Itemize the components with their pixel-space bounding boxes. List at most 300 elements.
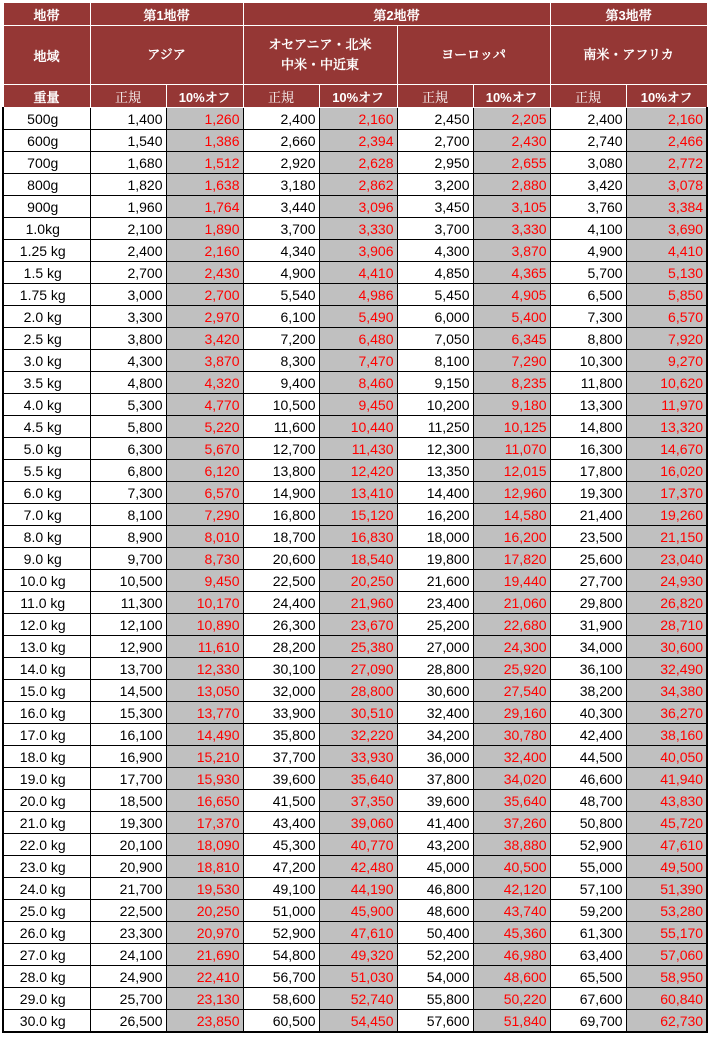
regular-price-cell: 3,440 [243, 196, 319, 218]
regular-price-cell: 57,100 [550, 878, 626, 900]
regular-price-cell: 17,800 [550, 460, 626, 482]
regular-price-cell: 51,000 [243, 900, 319, 922]
regular-price-cell: 21,600 [397, 570, 473, 592]
table-row [3, 570, 707, 592]
discount-price-cell: 41,940 [626, 768, 707, 790]
regular-price-cell: 11,300 [90, 592, 166, 614]
regular-price-cell: 36,000 [397, 746, 473, 768]
regular-price-cell: 4,100 [550, 218, 626, 240]
discount-price-cell: 24,300 [473, 636, 550, 658]
discount-price-cell: 38,160 [626, 724, 707, 746]
regular-price-cell: 26,300 [243, 614, 319, 636]
regular-price-cell: 45,300 [243, 834, 319, 856]
discount-price-cell: 21,150 [626, 526, 707, 548]
regular-price-cell: 5,700 [550, 262, 626, 284]
weight-cell: 500g [3, 108, 90, 130]
discount-price-cell: 23,850 [166, 1010, 243, 1033]
regular-price-cell: 11,250 [397, 416, 473, 438]
regular-price-cell: 35,800 [243, 724, 319, 746]
table-row [3, 350, 707, 372]
table-row [3, 944, 707, 966]
regular-price-cell: 42,400 [550, 724, 626, 746]
weight-cell: 14.0 kg [3, 658, 90, 680]
discount-price-cell: 6,570 [626, 306, 707, 328]
weight-cell: 4.5 kg [3, 416, 90, 438]
regular-price-cell: 17,700 [90, 768, 166, 790]
regular-price-cell: 27,700 [550, 570, 626, 592]
table-row [3, 724, 707, 746]
discount-price-cell: 46,980 [473, 944, 550, 966]
discount-price-cell: 9,450 [319, 394, 397, 416]
regular-price-cell: 5,540 [243, 284, 319, 306]
discount-price-cell: 8,730 [166, 548, 243, 570]
regular-price-cell: 55,000 [550, 856, 626, 878]
regular-price-cell: 6,100 [243, 306, 319, 328]
regular-price-cell: 11,600 [243, 416, 319, 438]
discount-price-cell: 51,840 [473, 1010, 550, 1033]
regular-price-cell: 69,700 [550, 1010, 626, 1033]
discount-price-cell: 16,830 [319, 526, 397, 548]
discount-price-cell: 7,470 [319, 350, 397, 372]
regular-price-cell: 24,900 [90, 966, 166, 988]
discount-price-cell: 2,772 [626, 152, 707, 174]
discount-price-cell: 43,830 [626, 790, 707, 812]
discount-price-cell: 2,862 [319, 174, 397, 196]
discount-price-cell: 24,930 [626, 570, 707, 592]
regular-price-cell: 40,300 [550, 702, 626, 724]
discount-price-cell: 2,160 [626, 108, 707, 130]
discount-price-cell: 17,370 [166, 812, 243, 834]
regular-price-cell: 50,800 [550, 812, 626, 834]
regular-price-cell: 1,960 [90, 196, 166, 218]
regular-price-cell: 21,700 [90, 878, 166, 900]
discount-price-cell: 27,090 [319, 658, 397, 680]
rate-table-body [3, 108, 707, 1033]
regular-price-cell: 19,800 [397, 548, 473, 570]
discount-price-cell: 4,410 [319, 262, 397, 284]
regular-price-cell: 2,400 [550, 108, 626, 130]
regular-price-cell: 6,000 [397, 306, 473, 328]
regular-price-cell: 38,200 [550, 680, 626, 702]
region-oceania-line2: 中米・中近東 [281, 57, 360, 72]
regular-price-cell: 61,300 [550, 922, 626, 944]
shipping-rate-table [2, 2, 708, 1033]
discount-price-cell: 2,655 [473, 152, 550, 174]
weight-cell: 600g [3, 130, 90, 152]
regular-price-cell: 5,300 [90, 394, 166, 416]
regular-price-cell: 4,300 [397, 240, 473, 262]
regular-price-cell: 19,300 [90, 812, 166, 834]
regular-price-cell: 28,800 [397, 658, 473, 680]
discount-price-cell: 11,970 [626, 394, 707, 416]
regular-price-cell: 29,800 [550, 592, 626, 614]
discount-price-cell: 45,360 [473, 922, 550, 944]
discount-price-cell: 9,180 [473, 394, 550, 416]
regular-price-cell: 8,900 [90, 526, 166, 548]
region-asia [90, 26, 243, 85]
table-row [3, 812, 707, 834]
table-row [3, 130, 707, 152]
discount-price-cell: 12,420 [319, 460, 397, 482]
regular-price-cell: 5,450 [397, 284, 473, 306]
discount-price-cell: 1,386 [166, 130, 243, 152]
discount-price-cell: 60,840 [626, 988, 707, 1010]
discount-price-cell: 12,960 [473, 482, 550, 504]
discount-price-cell: 52,740 [319, 988, 397, 1010]
table-row [3, 1010, 707, 1033]
regular-price-cell: 24,400 [243, 592, 319, 614]
regular-price-cell: 2,100 [90, 218, 166, 240]
table-row [3, 966, 707, 988]
discount-price-cell: 9,270 [626, 350, 707, 372]
table-row [3, 548, 707, 570]
regular-price-cell: 1,400 [90, 108, 166, 130]
regular-price-cell: 24,100 [90, 944, 166, 966]
regular-price-cell: 22,500 [243, 570, 319, 592]
discount-price-cell: 38,880 [473, 834, 550, 856]
discount-price-cell: 2,205 [473, 108, 550, 130]
discount-price-cell: 5,130 [626, 262, 707, 284]
regular-price-cell: 31,900 [550, 614, 626, 636]
discount-price-cell: 7,290 [166, 504, 243, 526]
regular-price-cell: 8,800 [550, 328, 626, 350]
regular-price-cell: 37,700 [243, 746, 319, 768]
discount-price-cell: 9,450 [166, 570, 243, 592]
table-row [3, 856, 707, 878]
discount-price-cell: 2,700 [166, 284, 243, 306]
regular-price-cell: 14,400 [397, 482, 473, 504]
discount-price-cell: 18,090 [166, 834, 243, 856]
regular-price-cell: 46,600 [550, 768, 626, 790]
discount-price-cell: 45,900 [319, 900, 397, 922]
regular-price-cell: 2,400 [243, 108, 319, 130]
regular-price-cell: 14,500 [90, 680, 166, 702]
weight-cell: 1.75 kg [3, 284, 90, 306]
regular-price-cell: 32,000 [243, 680, 319, 702]
regular-price-cell: 2,450 [397, 108, 473, 130]
table-row [3, 262, 707, 284]
weight-cell: 18.0 kg [3, 746, 90, 768]
discount-price-cell: 48,600 [473, 966, 550, 988]
discount-price-cell: 3,870 [166, 350, 243, 372]
regular-price-cell: 3,760 [550, 196, 626, 218]
discount-price-cell: 7,290 [473, 350, 550, 372]
discount-price-cell: 49,500 [626, 856, 707, 878]
regular-price-cell: 3,300 [90, 306, 166, 328]
table-row [3, 482, 707, 504]
weight-cell: 3.0 kg [3, 350, 90, 372]
discount-price-cell: 62,730 [626, 1010, 707, 1033]
regular-price-cell: 12,300 [397, 438, 473, 460]
regular-price-cell: 12,100 [90, 614, 166, 636]
discount-price-cell: 4,410 [626, 240, 707, 262]
weight-cell: 700g [3, 152, 90, 174]
discount-price-cell: 34,380 [626, 680, 707, 702]
regular-price-cell: 4,300 [90, 350, 166, 372]
discount-price-cell: 58,950 [626, 966, 707, 988]
table-row [3, 108, 707, 130]
regular-price-cell: 10,500 [90, 570, 166, 592]
regular-price-cell: 5,800 [90, 416, 166, 438]
regular-price-cell: 6,300 [90, 438, 166, 460]
discount-price-cell: 47,610 [626, 834, 707, 856]
discount-price-cell: 14,490 [166, 724, 243, 746]
discount-price-cell: 13,320 [626, 416, 707, 438]
regular-price-cell: 3,200 [397, 174, 473, 196]
weight-cell: 17.0 kg [3, 724, 90, 746]
table-row [3, 834, 707, 856]
discount-price-cell: 42,120 [473, 878, 550, 900]
discount-price-cell: 1,638 [166, 174, 243, 196]
regular-price-cell: 12,700 [243, 438, 319, 460]
weight-cell: 2.5 kg [3, 328, 90, 350]
discount-price-cell: 44,190 [319, 878, 397, 900]
regular-price-cell: 37,800 [397, 768, 473, 790]
regular-price-cell: 16,900 [90, 746, 166, 768]
regular-price-cell: 1,820 [90, 174, 166, 196]
discount-price-cell: 30,510 [319, 702, 397, 724]
discount-price-cell: 6,480 [319, 328, 397, 350]
regular-price-cell: 45,000 [397, 856, 473, 878]
regular-price-cell: 67,600 [550, 988, 626, 1010]
regular-price-cell: 18,500 [90, 790, 166, 812]
regular-price-cell: 18,700 [243, 526, 319, 548]
discount-price-cell: 13,770 [166, 702, 243, 724]
regular-price-cell: 39,600 [243, 768, 319, 790]
regular-price-cell: 9,150 [397, 372, 473, 394]
discount-price-cell: 29,160 [473, 702, 550, 724]
weight-cell: 9.0 kg [3, 548, 90, 570]
discount-price-cell: 6,345 [473, 328, 550, 350]
discount-price-cell: 15,930 [166, 768, 243, 790]
discount-price-cell: 53,280 [626, 900, 707, 922]
regular-price-cell: 20,600 [243, 548, 319, 570]
regular-price-cell: 8,100 [90, 504, 166, 526]
regular-price-label: 正規 [550, 85, 626, 108]
discount-price-cell: 10,620 [626, 372, 707, 394]
regular-price-cell: 13,800 [243, 460, 319, 482]
weight-cell: 28.0 kg [3, 966, 90, 988]
regular-price-cell: 11,800 [550, 372, 626, 394]
discount-price-cell: 3,384 [626, 196, 707, 218]
discount-price-cell: 45,720 [626, 812, 707, 834]
regular-price-cell: 48,700 [550, 790, 626, 812]
discount-price-cell: 25,380 [319, 636, 397, 658]
weight-cell: 1.25 kg [3, 240, 90, 262]
discount-price-cell: 11,430 [319, 438, 397, 460]
discount-price-cell: 11,070 [473, 438, 550, 460]
regular-price-label: 正規 [90, 85, 166, 108]
regular-price-cell: 19,300 [550, 482, 626, 504]
region-south-america-africa [550, 26, 707, 85]
price-type-header-row [3, 85, 707, 108]
discount-price-cell: 51,390 [626, 878, 707, 900]
regular-price-cell: 3,800 [90, 328, 166, 350]
regular-price-cell: 7,300 [90, 482, 166, 504]
discount-price-cell: 21,960 [319, 592, 397, 614]
table-row [3, 416, 707, 438]
regular-price-cell: 34,000 [550, 636, 626, 658]
discount-price-label: 10%オフ [166, 85, 243, 108]
discount-price-cell: 20,250 [166, 900, 243, 922]
regular-price-cell: 1,680 [90, 152, 166, 174]
discount-price-cell: 51,030 [319, 966, 397, 988]
regular-price-cell: 20,900 [90, 856, 166, 878]
discount-price-cell: 14,670 [626, 438, 707, 460]
regular-price-cell: 46,800 [397, 878, 473, 900]
regular-price-cell: 57,600 [397, 1010, 473, 1033]
weight-cell: 8.0 kg [3, 526, 90, 548]
weight-cell: 5.0 kg [3, 438, 90, 460]
table-row [3, 328, 707, 350]
discount-price-cell: 2,970 [166, 306, 243, 328]
regular-price-cell: 9,700 [90, 548, 166, 570]
discount-price-cell: 16,650 [166, 790, 243, 812]
weight-cell: 13.0 kg [3, 636, 90, 658]
regular-price-cell: 34,200 [397, 724, 473, 746]
regular-price-cell: 6,500 [550, 284, 626, 306]
table-row [3, 284, 707, 306]
discount-price-cell: 40,500 [473, 856, 550, 878]
discount-price-cell: 1,260 [166, 108, 243, 130]
table-row [3, 174, 707, 196]
discount-price-cell: 5,490 [319, 306, 397, 328]
regular-price-cell: 55,800 [397, 988, 473, 1010]
weight-cell: 16.0 kg [3, 702, 90, 724]
weight-cell: 25.0 kg [3, 900, 90, 922]
discount-price-cell: 7,920 [626, 328, 707, 350]
regular-price-cell: 8,100 [397, 350, 473, 372]
weight-cell: 900g [3, 196, 90, 218]
discount-price-cell: 26,820 [626, 592, 707, 614]
regular-price-cell: 56,700 [243, 966, 319, 988]
regular-price-cell: 25,600 [550, 548, 626, 570]
discount-price-cell: 12,330 [166, 658, 243, 680]
discount-price-cell: 14,580 [473, 504, 550, 526]
discount-price-cell: 8,010 [166, 526, 243, 548]
weight-cell: 7.0 kg [3, 504, 90, 526]
regular-price-label: 正規 [397, 85, 473, 108]
discount-price-cell: 30,780 [473, 724, 550, 746]
regular-price-cell: 10,200 [397, 394, 473, 416]
discount-price-cell: 37,260 [473, 812, 550, 834]
regular-price-cell: 52,200 [397, 944, 473, 966]
regular-price-cell: 12,900 [90, 636, 166, 658]
regular-price-cell: 25,700 [90, 988, 166, 1010]
discount-price-cell: 32,400 [473, 746, 550, 768]
table-row [3, 504, 707, 526]
discount-price-cell: 2,628 [319, 152, 397, 174]
weight-cell: 6.0 kg [3, 482, 90, 504]
discount-price-cell: 4,320 [166, 372, 243, 394]
region-oceania-americas [243, 26, 397, 85]
discount-price-cell: 4,986 [319, 284, 397, 306]
regular-price-cell: 41,400 [397, 812, 473, 834]
weight-cell: 15.0 kg [3, 680, 90, 702]
discount-price-label: 10%オフ [473, 85, 550, 108]
regular-price-cell: 7,050 [397, 328, 473, 350]
regular-price-cell: 43,200 [397, 834, 473, 856]
discount-price-cell: 19,440 [473, 570, 550, 592]
discount-price-cell: 4,905 [473, 284, 550, 306]
regular-price-cell: 4,900 [550, 240, 626, 262]
regular-price-cell: 49,100 [243, 878, 319, 900]
table-row [3, 658, 707, 680]
table-row [3, 614, 707, 636]
regular-price-cell: 4,800 [90, 372, 166, 394]
regular-price-cell: 16,200 [397, 504, 473, 526]
discount-price-cell: 49,320 [319, 944, 397, 966]
weight-cell: 10.0 kg [3, 570, 90, 592]
discount-price-cell: 13,050 [166, 680, 243, 702]
regular-price-cell: 16,100 [90, 724, 166, 746]
regular-price-cell: 2,700 [397, 130, 473, 152]
weight-cell: 20.0 kg [3, 790, 90, 812]
regular-price-cell: 52,900 [550, 834, 626, 856]
regular-price-cell: 7,200 [243, 328, 319, 350]
discount-price-cell: 35,640 [473, 790, 550, 812]
weight-cell: 26.0 kg [3, 922, 90, 944]
table-row [3, 152, 707, 174]
table-row [3, 372, 707, 394]
regular-price-cell: 9,400 [243, 372, 319, 394]
discount-price-cell: 8,235 [473, 372, 550, 394]
discount-price-cell: 5,400 [473, 306, 550, 328]
discount-price-cell: 10,440 [319, 416, 397, 438]
regular-price-cell: 13,300 [550, 394, 626, 416]
regular-price-cell: 18,000 [397, 526, 473, 548]
regular-price-cell: 23,400 [397, 592, 473, 614]
regular-price-cell: 3,180 [243, 174, 319, 196]
discount-price-cell: 30,600 [626, 636, 707, 658]
regular-price-cell: 41,500 [243, 790, 319, 812]
regular-price-cell: 3,420 [550, 174, 626, 196]
regular-price-cell: 58,600 [243, 988, 319, 1010]
regular-price-cell: 59,200 [550, 900, 626, 922]
table-row [3, 680, 707, 702]
discount-price-cell: 5,670 [166, 438, 243, 460]
discount-price-cell: 36,270 [626, 702, 707, 724]
regular-price-cell: 36,100 [550, 658, 626, 680]
discount-price-cell: 23,670 [319, 614, 397, 636]
weight-cell: 5.5 kg [3, 460, 90, 482]
discount-price-cell: 1,512 [166, 152, 243, 174]
table-row [3, 746, 707, 768]
region-asia-label: アジア [147, 47, 186, 62]
discount-price-cell: 34,020 [473, 768, 550, 790]
discount-price-cell: 4,770 [166, 394, 243, 416]
discount-price-cell: 12,015 [473, 460, 550, 482]
regular-price-cell: 65,500 [550, 966, 626, 988]
discount-price-cell: 11,610 [166, 636, 243, 658]
regular-price-cell: 8,300 [243, 350, 319, 372]
discount-price-cell: 2,160 [166, 240, 243, 262]
weight-cell: 21.0 kg [3, 812, 90, 834]
table-row [3, 988, 707, 1010]
regular-price-cell: 60,500 [243, 1010, 319, 1033]
discount-price-cell: 6,570 [166, 482, 243, 504]
discount-price-label: 10%オフ [319, 85, 397, 108]
discount-price-cell: 57,060 [626, 944, 707, 966]
regular-price-cell: 14,800 [550, 416, 626, 438]
discount-price-cell: 3,078 [626, 174, 707, 196]
region-europe-label: ヨーロッパ [441, 47, 506, 62]
table-row [3, 592, 707, 614]
region-samerica-label: 南米・アフリカ [583, 47, 674, 62]
weight-cell: 12.0 kg [3, 614, 90, 636]
table-row [3, 878, 707, 900]
discount-price-cell: 1,890 [166, 218, 243, 240]
